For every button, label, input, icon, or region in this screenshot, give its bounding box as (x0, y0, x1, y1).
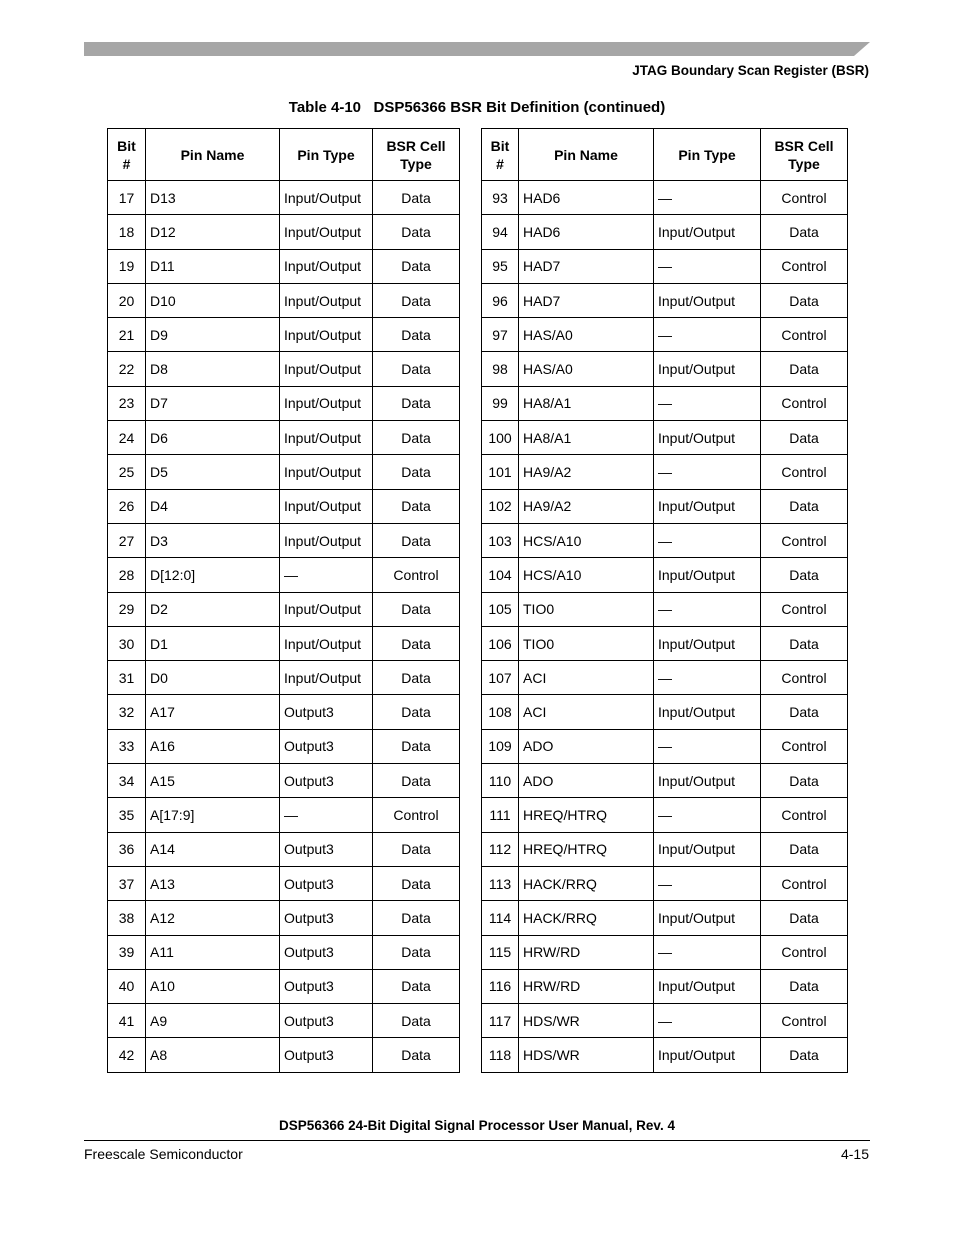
cell-bsr-type: Control (761, 523, 848, 557)
table-row (482, 352, 848, 386)
cell-bsr-type: Control (761, 249, 848, 283)
table-row (482, 901, 848, 935)
cell-pin-type: Output3 (280, 695, 373, 729)
cell-bsr-type: Data (761, 695, 848, 729)
cell-bsr-type: Control (761, 798, 848, 832)
cell-pin-name: A9 (146, 1004, 280, 1038)
cell-bsr-type: Data (373, 661, 460, 695)
cell-pin-name: HCS/A10 (519, 558, 654, 592)
table-row (108, 969, 460, 1003)
column-header-pin-type: Pin Type (654, 129, 761, 181)
cell-bsr-type: Data (761, 626, 848, 660)
cell-pin-type: Input/Output (654, 764, 761, 798)
cell-pin-name: D8 (146, 352, 280, 386)
cell-pin-name: TIO0 (519, 592, 654, 626)
cell-pin-type: Input/Output (280, 386, 373, 420)
cell-bsr-type: Data (373, 832, 460, 866)
cell-pin-type: Input/Output (654, 489, 761, 523)
cell-pin-type: Input/Output (654, 558, 761, 592)
table-row (108, 626, 460, 660)
cell-bit: 27 (108, 523, 146, 557)
table-row (108, 935, 460, 969)
cell-pin-name: D9 (146, 318, 280, 352)
cell-bit: 118 (482, 1038, 519, 1072)
column-header-cell-type: BSR Cell Type (373, 129, 460, 181)
cell-bsr-type: Data (373, 215, 460, 249)
cell-bsr-type: Data (373, 935, 460, 969)
cell-pin-name: A15 (146, 764, 280, 798)
cell-bsr-type: Data (761, 969, 848, 1003)
cell-pin-name: A11 (146, 935, 280, 969)
cell-bit: 23 (108, 386, 146, 420)
cell-bit: 38 (108, 901, 146, 935)
cell-bsr-type: Data (761, 558, 848, 592)
cell-bsr-type: Data (761, 489, 848, 523)
cell-pin-type: — (654, 866, 761, 900)
table-row (108, 764, 460, 798)
cell-bsr-type: Data (373, 386, 460, 420)
cell-bit: 101 (482, 455, 519, 489)
cell-bsr-type: Data (373, 969, 460, 1003)
cell-bit: 96 (482, 283, 519, 317)
cell-bit: 113 (482, 866, 519, 900)
cell-bsr-type: Control (761, 866, 848, 900)
table-row (108, 352, 460, 386)
cell-bit: 94 (482, 215, 519, 249)
cell-bit: 95 (482, 249, 519, 283)
table-row (108, 421, 460, 455)
cell-pin-name: D4 (146, 489, 280, 523)
cell-bit: 24 (108, 421, 146, 455)
table-row (482, 283, 848, 317)
cell-pin-type: Input/Output (654, 421, 761, 455)
cell-pin-type: — (280, 558, 373, 592)
cell-bsr-type: Data (761, 764, 848, 798)
cell-bsr-type: Data (373, 729, 460, 763)
cell-bsr-type: Control (761, 729, 848, 763)
table-row (482, 215, 848, 249)
cell-bsr-type: Data (373, 181, 460, 215)
column-header-pin-name: Pin Name (519, 129, 654, 181)
cell-bsr-type: Data (761, 421, 848, 455)
cell-bit: 20 (108, 283, 146, 317)
cell-bit: 29 (108, 592, 146, 626)
section-title: JTAG Boundary Scan Register (BSR) (632, 63, 869, 78)
cell-pin-type: Input/Output (654, 832, 761, 866)
table-row (108, 901, 460, 935)
cell-bsr-type: Control (761, 181, 848, 215)
cell-pin-type: — (654, 1004, 761, 1038)
cell-pin-type: Input/Output (654, 283, 761, 317)
cell-bsr-type: Data (373, 1038, 460, 1072)
cell-bit: 102 (482, 489, 519, 523)
cell-bsr-type: Control (761, 661, 848, 695)
cell-bsr-type: Control (761, 935, 848, 969)
table-row (482, 695, 848, 729)
cell-bit: 25 (108, 455, 146, 489)
cell-bsr-type: Control (761, 592, 848, 626)
cell-pin-name: D3 (146, 523, 280, 557)
table-row (108, 798, 460, 832)
bsr-table-left (107, 128, 460, 1073)
cell-bit: 115 (482, 935, 519, 969)
cell-bit: 114 (482, 901, 519, 935)
cell-pin-type: — (654, 318, 761, 352)
cell-pin-type: — (654, 181, 761, 215)
table-row (108, 318, 460, 352)
cell-pin-type: Output3 (280, 764, 373, 798)
cell-pin-type: Input/Output (280, 215, 373, 249)
cell-bit: 17 (108, 181, 146, 215)
cell-pin-type: Input/Output (654, 969, 761, 1003)
table-row (482, 832, 848, 866)
cell-bit: 97 (482, 318, 519, 352)
cell-pin-type: Output3 (280, 1038, 373, 1072)
footer-manual-title: DSP56366 24-Bit Digital Signal Processor User Manual, Rev. 4 (279, 1118, 675, 1133)
cell-pin-name: HA9/A2 (519, 455, 654, 489)
table-row (108, 832, 460, 866)
cell-bit: 42 (108, 1038, 146, 1072)
column-header-cell-type: BSR Cell Type (761, 129, 848, 181)
cell-pin-name: ADO (519, 729, 654, 763)
cell-bit: 112 (482, 832, 519, 866)
table-row (482, 592, 848, 626)
cell-pin-name: D13 (146, 181, 280, 215)
table-row (482, 1038, 848, 1072)
cell-pin-type: Input/Output (280, 626, 373, 660)
cell-bsr-type: Data (761, 832, 848, 866)
table-row (482, 1004, 848, 1038)
cell-bsr-type: Control (373, 558, 460, 592)
column-header-pin-type: Pin Type (280, 129, 373, 181)
cell-bit: 107 (482, 661, 519, 695)
table-row (108, 729, 460, 763)
cell-pin-name: HA8/A1 (519, 421, 654, 455)
cell-pin-type: Output3 (280, 1004, 373, 1038)
footer-company: Freescale Semiconductor (84, 1146, 243, 1162)
table-row (482, 181, 848, 215)
table-row (482, 489, 848, 523)
cell-pin-type: — (654, 455, 761, 489)
cell-pin-name: A13 (146, 866, 280, 900)
cell-pin-type: — (654, 523, 761, 557)
footer-page-number: 4-15 (840, 1146, 869, 1162)
cell-bsr-type: Data (373, 421, 460, 455)
bsr-table-right (481, 128, 848, 1073)
cell-bsr-type: Data (761, 283, 848, 317)
cell-pin-name: HDS/WR (519, 1038, 654, 1072)
cell-bsr-type: Data (373, 352, 460, 386)
cell-bsr-type: Data (761, 215, 848, 249)
cell-pin-name: HAD6 (519, 215, 654, 249)
cell-pin-type: — (654, 661, 761, 695)
cell-bit: 33 (108, 729, 146, 763)
column-header-pin-name: Pin Name (146, 129, 280, 181)
cell-pin-name: ADO (519, 764, 654, 798)
table-row (482, 421, 848, 455)
cell-pin-name: HAD6 (519, 181, 654, 215)
cell-pin-name: A8 (146, 1038, 280, 1072)
cell-pin-name: HAD7 (519, 283, 654, 317)
table-row (108, 1038, 460, 1072)
cell-pin-name: D12 (146, 215, 280, 249)
table-caption: Table 4-10 DSP56366 BSR Bit Definition (continued) (288, 99, 666, 116)
header-bar (84, 42, 870, 56)
table-row (108, 283, 460, 317)
cell-bit: 31 (108, 661, 146, 695)
cell-pin-type: — (654, 935, 761, 969)
cell-pin-type: Input/Output (654, 352, 761, 386)
cell-pin-name: HA9/A2 (519, 489, 654, 523)
table-row (482, 798, 848, 832)
table-row (482, 866, 848, 900)
cell-bsr-type: Data (373, 523, 460, 557)
cell-bit: 100 (482, 421, 519, 455)
cell-pin-type: Input/Output (280, 489, 373, 523)
cell-pin-type: — (654, 729, 761, 763)
cell-pin-name: HDS/WR (519, 1004, 654, 1038)
table-row (108, 215, 460, 249)
cell-bit: 28 (108, 558, 146, 592)
cell-pin-type: Output3 (280, 866, 373, 900)
cell-bit: 111 (482, 798, 519, 832)
table-row (108, 489, 460, 523)
cell-pin-name: HREQ/HTRQ (519, 832, 654, 866)
cell-pin-type: Input/Output (280, 181, 373, 215)
cell-bit: 39 (108, 935, 146, 969)
cell-pin-type: — (654, 592, 761, 626)
cell-pin-name: A14 (146, 832, 280, 866)
cell-bit: 26 (108, 489, 146, 523)
table-row (108, 661, 460, 695)
cell-bit: 32 (108, 695, 146, 729)
cell-pin-type: Output3 (280, 729, 373, 763)
cell-bit: 105 (482, 592, 519, 626)
table-row (108, 181, 460, 215)
cell-bit: 104 (482, 558, 519, 592)
cell-bit: 18 (108, 215, 146, 249)
table-row (482, 729, 848, 763)
cell-bit: 40 (108, 969, 146, 1003)
table-row (482, 764, 848, 798)
table-row (482, 935, 848, 969)
cell-bit: 103 (482, 523, 519, 557)
cell-pin-name: ACI (519, 695, 654, 729)
cell-pin-name: D2 (146, 592, 280, 626)
cell-bit: 110 (482, 764, 519, 798)
table-row (108, 558, 460, 592)
cell-pin-name: TIO0 (519, 626, 654, 660)
cell-pin-type: Input/Output (280, 352, 373, 386)
cell-bit: 22 (108, 352, 146, 386)
cell-bit: 106 (482, 626, 519, 660)
cell-pin-name: D5 (146, 455, 280, 489)
cell-bit: 41 (108, 1004, 146, 1038)
table-row (482, 318, 848, 352)
cell-bsr-type: Data (373, 592, 460, 626)
cell-pin-name: HACK/RRQ (519, 901, 654, 935)
cell-bsr-type: Data (373, 455, 460, 489)
column-header-bit: Bit # (482, 129, 519, 181)
cell-bsr-type: Control (761, 386, 848, 420)
table-row (482, 523, 848, 557)
cell-bit: 36 (108, 832, 146, 866)
cell-pin-name: HCS/A10 (519, 523, 654, 557)
cell-pin-name: D6 (146, 421, 280, 455)
cell-pin-name: A10 (146, 969, 280, 1003)
cell-bit: 116 (482, 969, 519, 1003)
cell-pin-type: Input/Output (654, 215, 761, 249)
cell-bsr-type: Data (761, 1038, 848, 1072)
table-row (108, 386, 460, 420)
cell-pin-name: D7 (146, 386, 280, 420)
table-row (108, 695, 460, 729)
cell-pin-type: Input/Output (280, 283, 373, 317)
cell-pin-name: ACI (519, 661, 654, 695)
table-row (108, 866, 460, 900)
cell-pin-name: A17 (146, 695, 280, 729)
cell-pin-name: HREQ/HTRQ (519, 798, 654, 832)
table-header-row (108, 129, 460, 181)
cell-pin-type: Input/Output (280, 318, 373, 352)
cell-pin-type: Output3 (280, 832, 373, 866)
cell-pin-type: Input/Output (654, 901, 761, 935)
cell-pin-name: D11 (146, 249, 280, 283)
cell-pin-type: — (654, 798, 761, 832)
cell-pin-name: D0 (146, 661, 280, 695)
cell-bit: 30 (108, 626, 146, 660)
cell-pin-name: HRW/RD (519, 935, 654, 969)
cell-pin-name: D10 (146, 283, 280, 317)
cell-bsr-type: Data (373, 489, 460, 523)
table-row (108, 455, 460, 489)
cell-pin-type: Output3 (280, 935, 373, 969)
cell-bsr-type: Data (761, 352, 848, 386)
cell-bit: 35 (108, 798, 146, 832)
column-header-bit: Bit # (108, 129, 146, 181)
cell-pin-type: — (654, 386, 761, 420)
table-row (482, 386, 848, 420)
cell-bit: 37 (108, 866, 146, 900)
cell-pin-type: Input/Output (654, 1038, 761, 1072)
cell-bsr-type: Data (373, 1004, 460, 1038)
table-row (108, 592, 460, 626)
cell-bsr-type: Data (373, 764, 460, 798)
cell-bsr-type: Control (761, 1004, 848, 1038)
cell-bsr-type: Data (373, 901, 460, 935)
cell-pin-name: D[12:0] (146, 558, 280, 592)
cell-pin-type: Input/Output (654, 695, 761, 729)
cell-pin-name: HACK/RRQ (519, 866, 654, 900)
cell-pin-type: Input/Output (280, 421, 373, 455)
table-row (482, 249, 848, 283)
cell-bsr-type: Data (373, 283, 460, 317)
cell-pin-name: D1 (146, 626, 280, 660)
cell-pin-type: Input/Output (280, 455, 373, 489)
cell-bsr-type: Control (373, 798, 460, 832)
table-row (482, 661, 848, 695)
cell-pin-type: Output3 (280, 969, 373, 1003)
cell-pin-name: HAS/A0 (519, 352, 654, 386)
cell-pin-name: HAD7 (519, 249, 654, 283)
table-row (108, 1004, 460, 1038)
cell-pin-type: Input/Output (280, 523, 373, 557)
cell-bsr-type: Data (373, 318, 460, 352)
cell-bsr-type: Data (373, 695, 460, 729)
cell-pin-name: A12 (146, 901, 280, 935)
cell-bit: 98 (482, 352, 519, 386)
cell-pin-type: — (654, 249, 761, 283)
cell-bit: 99 (482, 386, 519, 420)
cell-bit: 21 (108, 318, 146, 352)
cell-pin-type: Output3 (280, 901, 373, 935)
table-row (482, 969, 848, 1003)
cell-pin-type: Input/Output (280, 592, 373, 626)
cell-bsr-type: Data (373, 866, 460, 900)
cell-bsr-type: Data (373, 626, 460, 660)
cell-bit: 19 (108, 249, 146, 283)
cell-bit: 108 (482, 695, 519, 729)
cell-pin-type: Input/Output (280, 249, 373, 283)
table-header-row (482, 129, 848, 181)
cell-bit: 109 (482, 729, 519, 763)
cell-bit: 117 (482, 1004, 519, 1038)
cell-bsr-type: Control (761, 318, 848, 352)
table-row (108, 249, 460, 283)
cell-pin-type: Input/Output (280, 661, 373, 695)
table-row (482, 455, 848, 489)
cell-pin-name: HA8/A1 (519, 386, 654, 420)
cell-pin-type: — (280, 798, 373, 832)
table-row (482, 558, 848, 592)
table-body-left (108, 181, 460, 1073)
table-row (108, 523, 460, 557)
cell-bsr-type: Control (761, 455, 848, 489)
cell-pin-name: HRW/RD (519, 969, 654, 1003)
cell-pin-name: A[17:9] (146, 798, 280, 832)
cell-pin-name: HAS/A0 (519, 318, 654, 352)
footer-divider (84, 1140, 870, 1141)
cell-pin-type: Input/Output (654, 626, 761, 660)
cell-bit: 93 (482, 181, 519, 215)
table-body-right (482, 181, 848, 1073)
cell-bsr-type: Data (761, 901, 848, 935)
cell-pin-name: A16 (146, 729, 280, 763)
cell-bsr-type: Data (373, 249, 460, 283)
table-row (482, 626, 848, 660)
cell-bit: 34 (108, 764, 146, 798)
